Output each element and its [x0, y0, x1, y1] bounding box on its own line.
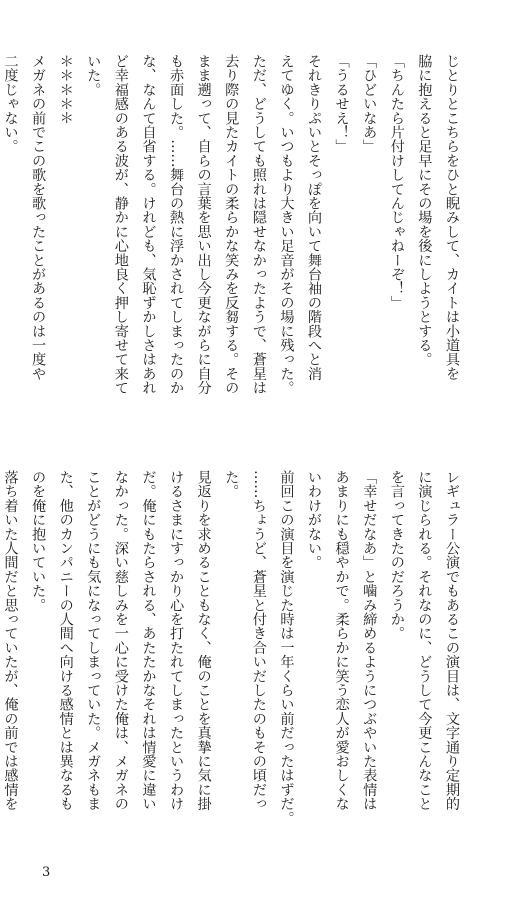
text-line: 「ひどいなあ」 [361, 54, 378, 154]
text-line: けるさまにすっかり心を打たれてしまったというわけ [168, 470, 185, 811]
text-line: た、他のカンパニーの人間へ向ける感情とは異なるも [57, 470, 74, 811]
text-line: を言ってきたのだろうか。 [388, 470, 405, 641]
text-line: 「ちんたら片付けしてんじゃねーぞ！」 [388, 54, 405, 310]
text-line: メガネの前でこの歌を歌ったことがあるのは一度や [30, 54, 47, 381]
text-line: だ。俺にもたらされる、あたたかなそれは情愛に違い [140, 470, 157, 811]
text-line: ＊＊＊＊＊ [57, 54, 74, 125]
lower-text-block [0, 470, 465, 865]
text-line: 去り際の見たカイトの柔らかな笑みを反芻する。その [223, 54, 240, 395]
text-line: 脇に抱えると足早にその場を後にしようとする。 [416, 54, 433, 367]
text-line: 前回この演目を演じた時は一年くらい前だったはずだ。 [278, 470, 295, 825]
text-line: いた。 [85, 54, 102, 97]
text-line: じとりとこちらをひと睨みして、カイトは小道具を [444, 54, 460, 381]
text-line: た。 [223, 470, 240, 499]
upper-text-block [0, 54, 465, 444]
text-line: 落ち着いた人間だと思っていたが、俺の前では感情を [2, 470, 19, 811]
text-line: 二度じゃない。 [2, 54, 19, 154]
text-line: ……ちょうど、蒼星と付き合いだしたのもその頃だっ [250, 470, 267, 811]
text-line: ただ、どうしても照れは隠せなかったようで、蒼星は [250, 54, 267, 395]
text-line: レギュラー公演でもあるこの演目は、文字通り定期的 [444, 470, 460, 811]
text-line: のを俺に抱いていた。 [30, 470, 47, 612]
text-line: ことがどうにも気になってしまっていた。メガネもま [85, 470, 102, 811]
text-line: 見返りを求めることもなく、俺のことを真摯に気に掛 [195, 470, 212, 811]
text-line: なかった。深い慈しみを一心に受けた俺は、メガネの [112, 470, 129, 811]
text-line: に演じられる。それなのに、どうして今更こんなこと [416, 470, 433, 811]
text-line: あまりにも穏やかで。柔らかに笑う恋人が愛おしくな [333, 470, 350, 811]
text-line: 「うるせえ！」 [333, 54, 350, 154]
text-line: も赤面した。……舞台の熱に浮かされてしまったのか [168, 54, 185, 395]
page-number: 3 [42, 865, 51, 880]
text-line: な、なんて自省する。けれども、気恥ずかしさはあれ [140, 54, 157, 395]
text-line: えてゆく。いつもより大きい足音がその場に残った。 [278, 54, 295, 395]
text-line: ど幸福感のある波が、静かに心地良く押し寄せて来て [112, 54, 129, 395]
text-line: いわけがない。 [306, 470, 323, 570]
text-line: まま遡って、自らの言葉を思い出し今更ながらに自分 [195, 54, 212, 395]
text-line: それきりぷいとそっぽを向いて舞台袖の階段へと消 [306, 54, 323, 381]
text-line: 「幸せだなあ」と噛み締めるようにつぶやいた表情は [361, 470, 378, 811]
